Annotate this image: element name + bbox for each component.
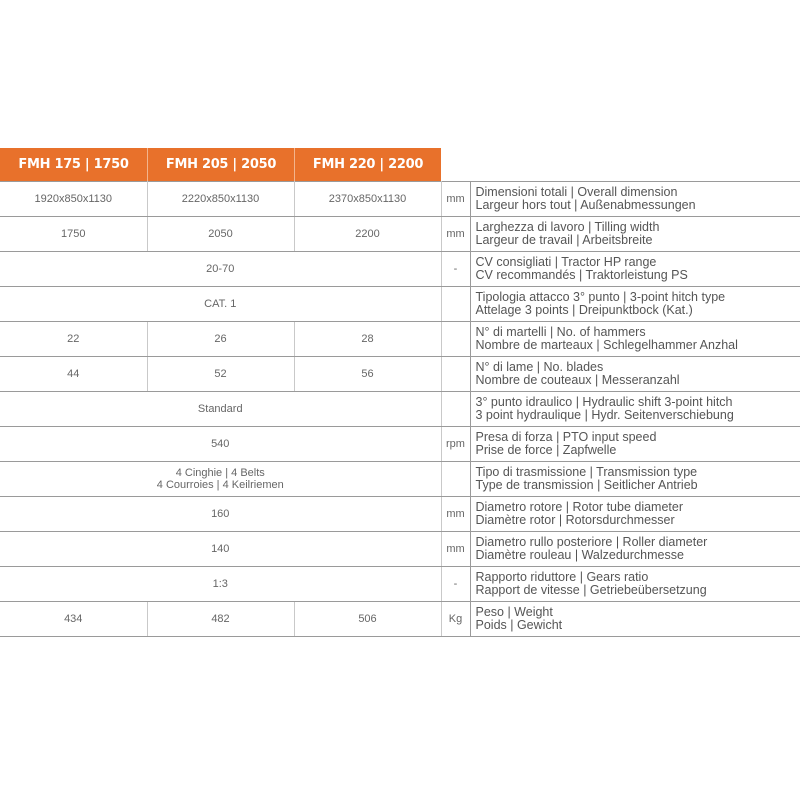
spec-value-line: Standard <box>197 403 243 415</box>
spec-value-shared <box>0 427 441 462</box>
spec-value: 2220x850x1130 <box>147 182 294 217</box>
spec-value: 1920x850x1130 <box>0 182 147 217</box>
spec-description-line: Nombre de marteaux | Schlegelhammer Anzhal <box>475 338 738 352</box>
spec-unit: mm <box>441 532 470 567</box>
spec-value: 434 <box>0 602 147 637</box>
spec-row <box>0 287 800 322</box>
model-header-fmh-175: FMH 175 | 1750 <box>0 148 147 181</box>
spec-description-line: Peso | Weight <box>475 605 553 619</box>
spec-row <box>0 217 800 252</box>
spec-value: 22 <box>0 322 147 357</box>
spec-value-line: 20-70 <box>206 263 235 275</box>
spec-description-line: Diamètre rotor | Rotorsdurchmesser <box>475 513 675 527</box>
spec-value: 28 <box>294 322 441 357</box>
spec-value-line: 4 Courroies | 4 Keilriemen <box>156 479 284 491</box>
spec-value: 1750 <box>0 217 147 252</box>
spec-row <box>0 462 800 497</box>
spec-row <box>0 602 800 637</box>
spec-description-line: Largeur de travail | Arbeitsbreite <box>475 233 653 247</box>
spec-description <box>470 567 800 602</box>
spec-unit: rpm <box>441 427 470 462</box>
spec-value-line: 160 <box>211 508 230 520</box>
spec-unit <box>441 392 470 427</box>
spec-value: 52 <box>147 357 294 392</box>
spec-description <box>470 182 800 217</box>
spec-description-line: Poids | Gewicht <box>475 618 563 632</box>
spec-value: 56 <box>294 357 441 392</box>
spec-description-line: Larghezza di lavoro | Tilling width <box>475 220 660 234</box>
spec-description-line: 3 point hydraulique | Hydr. Seitenverschiebung <box>475 408 734 422</box>
spec-description-line: Dimensioni totali | Overall dimension <box>475 185 678 199</box>
spec-description <box>470 462 800 497</box>
spec-value: 482 <box>147 602 294 637</box>
spec-value-shared <box>0 462 441 497</box>
spec-description-line: Type de transmission | Seitlicher Antrieb <box>475 478 698 492</box>
spec-row <box>0 357 800 392</box>
spec-value: 2200 <box>294 217 441 252</box>
spec-row <box>0 567 800 602</box>
spec-description-line: Diametro rullo posteriore | Roller diameter <box>475 535 708 549</box>
spec-row <box>0 532 800 567</box>
spec-value-shared <box>0 287 441 322</box>
spec-value-line: 4 Cinghie | 4 Belts <box>175 467 265 479</box>
spec-description-line: Nombre de couteaux | Messeranzahl <box>475 373 680 387</box>
spec-row <box>0 182 800 217</box>
spec-description <box>470 287 800 322</box>
spec-description-line: Tipologia attacco 3° punto | 3-point hitch type <box>475 290 726 304</box>
spec-description-line: Presa di forza | PTO input speed <box>475 430 657 444</box>
spec-description <box>470 252 800 287</box>
spec-unit <box>441 357 470 392</box>
spec-value-line: CAT. 1 <box>204 298 237 310</box>
spec-value-shared <box>0 532 441 567</box>
model-header-fmh-205: FMH 205 | 2050 <box>147 148 294 181</box>
spec-unit: mm <box>441 217 470 252</box>
spec-row <box>0 252 800 287</box>
spec-description <box>470 322 800 357</box>
spec-value-line: 140 <box>211 543 230 555</box>
spec-description-line: N° di lame | No. blades <box>475 360 604 374</box>
model-header-fmh-220: FMH 220 | 2200 <box>294 148 441 181</box>
spec-row <box>0 497 800 532</box>
spec-description-line: CV consigliati | Tractor HP range <box>475 255 657 269</box>
spec-description <box>470 532 800 567</box>
spec-value: 26 <box>147 322 294 357</box>
spec-value: 2370x850x1130 <box>294 182 441 217</box>
spec-description-line: Largeur hors tout | Außenabmessungen <box>475 198 696 212</box>
spec-description <box>470 392 800 427</box>
spec-value-shared <box>0 497 441 532</box>
spec-description-line: N° di martelli | No. of hammers <box>475 325 646 339</box>
spec-description-line: Attelage 3 points | Dreipunktbock (Kat.) <box>475 303 693 317</box>
spec-description-line: Prise de force | Zapfwelle <box>475 443 617 457</box>
spec-description-line: Tipo di trasmissione | Transmission type <box>475 465 698 479</box>
spec-value: 44 <box>0 357 147 392</box>
spec-description-line: Diametro rotore | Rotor tube diameter <box>475 500 684 514</box>
model-header <box>0 148 441 181</box>
spec-value: 506 <box>294 602 441 637</box>
spec-unit <box>441 287 470 322</box>
spec-description <box>470 217 800 252</box>
spec-unit <box>441 322 470 357</box>
spec-description <box>470 427 800 462</box>
spec-unit: - <box>441 567 470 602</box>
spec-description <box>470 497 800 532</box>
spec-unit: mm <box>441 182 470 217</box>
spec-value-line: 1:3 <box>212 578 228 590</box>
spec-unit: Kg <box>441 602 470 637</box>
spec-unit: - <box>441 252 470 287</box>
spec-unit <box>441 462 470 497</box>
spec-unit: mm <box>441 497 470 532</box>
spec-value-shared <box>0 392 441 427</box>
spec-value-line: 540 <box>211 438 230 450</box>
spec-description-line: CV recommandés | Traktorleistung PS <box>475 268 688 282</box>
spec-description <box>470 602 800 637</box>
spec-description-line: Rapport de vitesse | Getriebeübersetzung <box>475 583 707 597</box>
spec-description-line: Rapporto riduttore | Gears ratio <box>475 570 649 584</box>
spec-table <box>0 181 800 637</box>
spec-row <box>0 427 800 462</box>
spec-row <box>0 322 800 357</box>
spec-description-line: 3° punto idraulico | Hydraulic shift 3-point hitch <box>475 395 733 409</box>
spec-value-shared <box>0 567 441 602</box>
spec-description <box>470 357 800 392</box>
spec-row <box>0 392 800 427</box>
spec-value-shared <box>0 252 441 287</box>
spec-value: 2050 <box>147 217 294 252</box>
spec-description-line: Diamètre rouleau | Walzedurchmesse <box>475 548 684 562</box>
